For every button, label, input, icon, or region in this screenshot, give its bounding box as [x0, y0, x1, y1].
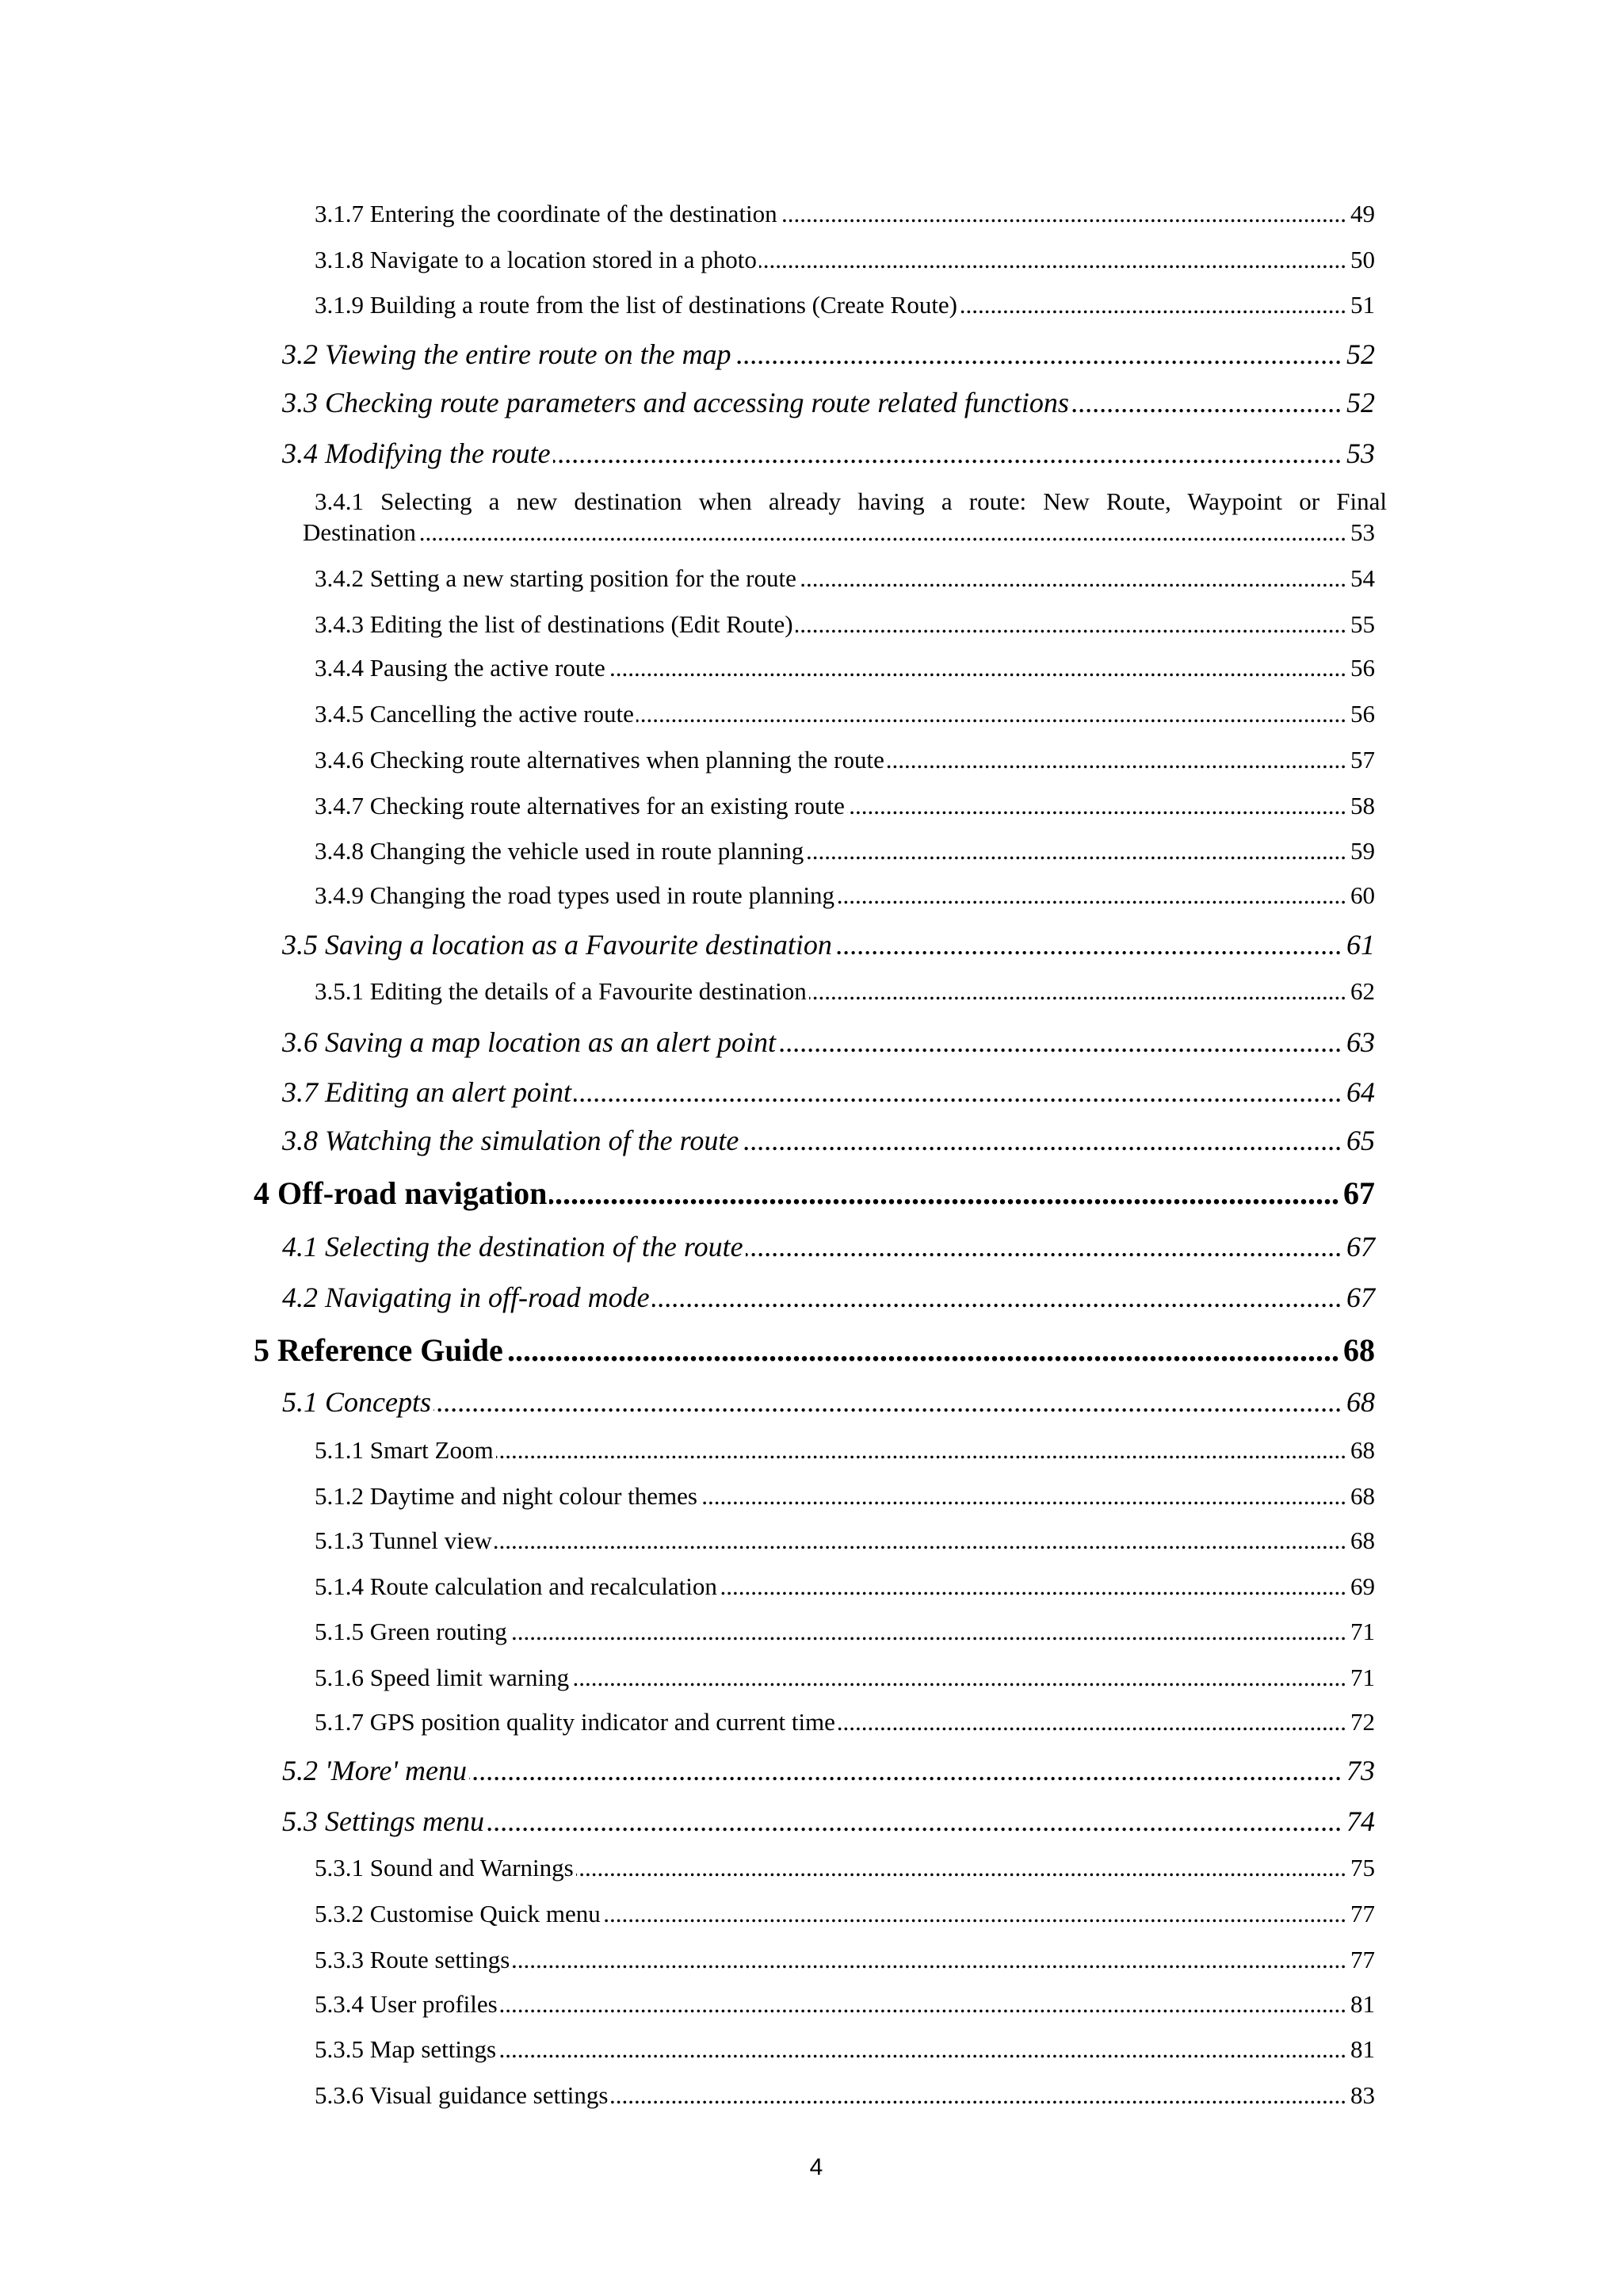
- toc-entry-title: 3.6 Saving a map location as an alert point: [282, 1026, 776, 1058]
- toc-entry-page: 77: [1350, 1900, 1375, 1927]
- toc-entry-page: 68: [1346, 1386, 1375, 1418]
- toc-entry-line: [282, 1075, 1375, 1110]
- toc-entry-line: [282, 385, 1375, 420]
- toc-entry-title: 3.4.8 Changing the vehicle used in route planning: [315, 837, 804, 865]
- toc-entry-page: 63: [1346, 1026, 1375, 1058]
- toc-entry-title: 3.4.3 Editing the list of destinations (Edit Route): [315, 610, 793, 638]
- toc-entry-line: [282, 1804, 1375, 1839]
- dot-leader: [500, 1988, 1346, 2020]
- toc-entry-page: 62: [1350, 977, 1375, 1005]
- toc-entry-line: [315, 1944, 1375, 1976]
- dot-leader: [759, 244, 1346, 276]
- toc-entry-line: [315, 652, 1375, 684]
- toc-entry-page: 59: [1350, 837, 1375, 865]
- toc-entry-line: [315, 1988, 1375, 2020]
- toc-entry-page: 83: [1350, 2081, 1375, 2109]
- toc-entry-title: 5.1.4 Route calculation and recalculation: [315, 1572, 717, 1600]
- dot-leader: [809, 976, 1346, 1007]
- toc-entry-page: 81: [1350, 1990, 1375, 2018]
- toc-entry-page: 68: [1350, 1482, 1375, 1510]
- toc-entry-line: [282, 337, 1375, 372]
- toc-entry-page: 67: [1346, 1231, 1375, 1263]
- toc-entry-page: 73: [1346, 1755, 1375, 1786]
- toc-entry-page: 49: [1350, 200, 1375, 227]
- toc-entry-title: 3.2 Viewing the entire route on the map: [282, 338, 731, 370]
- toc-entry-line: [315, 1706, 1375, 1738]
- toc-entry-title: 3.4.1 Selecting a new destination when already having a route: New Route, Waypoint or Final: [315, 487, 1387, 515]
- dot-leader: [510, 1616, 1346, 1648]
- dot-leader: [553, 436, 1342, 471]
- dot-leader: [469, 1753, 1342, 1788]
- toc-entry-title: 5.1.2 Daytime and night colour themes: [315, 1482, 697, 1510]
- toc-entry-page: 54: [1350, 564, 1375, 592]
- toc-entry-line: [282, 1280, 1375, 1315]
- page-number: 4: [809, 2154, 823, 2180]
- toc-entry-title: 5.3.5 Map settings: [315, 2035, 497, 2063]
- toc-entry-line: [315, 744, 1375, 776]
- toc-entry-title: 3.1.8 Navigate to a location stored in a photo: [315, 246, 757, 273]
- toc-entry-title: 5 Reference Guide: [254, 1332, 503, 1368]
- dot-leader: [495, 1525, 1346, 1557]
- toc-entry-page: 58: [1350, 792, 1375, 819]
- toc-entry-line: [315, 198, 1375, 230]
- toc-entry-title: 5.1.6 Speed limit warning: [315, 1664, 570, 1691]
- toc-entry-line: [282, 1123, 1375, 1158]
- toc-entry-page: 50: [1350, 246, 1375, 273]
- toc-entry-page: 81: [1350, 2035, 1375, 2063]
- toc-entry-line: [315, 1852, 1375, 1884]
- toc-entry-page: 69: [1350, 1572, 1375, 1600]
- toc-entry-title: 3.4 Modifying the route: [282, 437, 551, 469]
- toc-entry-page: 57: [1350, 746, 1375, 774]
- toc-entry-line: [315, 1571, 1375, 1603]
- toc-entry-title: 4.1 Selecting the destination of the route: [282, 1231, 743, 1263]
- toc-entry-title: 5.3.1 Sound and Warnings: [315, 1854, 574, 1881]
- toc-entry-line: [315, 1662, 1375, 1694]
- toc-entry-title: 5.1.5 Green routing: [315, 1618, 507, 1645]
- dot-leader: [778, 1025, 1342, 1060]
- dot-leader: [496, 1435, 1346, 1466]
- dot-leader: [700, 1480, 1346, 1512]
- toc-entry-title: 3.4.6 Checking route alternatives when planning the route: [315, 746, 884, 774]
- toc-entry-line: [315, 563, 1375, 594]
- dot-leader: [887, 744, 1346, 776]
- toc-entry-line: [315, 244, 1375, 276]
- dot-leader: [506, 1331, 1339, 1370]
- dot-leader: [799, 563, 1346, 594]
- toc-entry-line: [315, 2034, 1375, 2065]
- toc-entry-page: 55: [1350, 610, 1375, 638]
- toc-entry-title: Destination: [303, 518, 416, 546]
- dot-leader: [636, 698, 1346, 730]
- dot-leader: [960, 289, 1346, 321]
- toc-entry-page: 67: [1343, 1175, 1375, 1211]
- toc-entry-title: 5.1.1 Smart Zoom: [315, 1436, 494, 1464]
- dot-leader: [574, 1075, 1342, 1110]
- toc-entry-line: [282, 1753, 1375, 1788]
- dot-leader: [652, 1280, 1342, 1315]
- toc-entry-title: 3.4.9 Changing the road types used in route planning: [315, 881, 835, 909]
- toc-entry-line: [303, 517, 1375, 548]
- toc-entry-page: 53: [1350, 518, 1375, 546]
- toc-entry-title: 3.8 Watching the simulation of the route: [282, 1125, 739, 1156]
- toc-entry-page: 77: [1350, 1946, 1375, 1973]
- toc-entry-line: [315, 1480, 1375, 1512]
- dot-leader: [571, 1662, 1346, 1694]
- toc-entry-page: 51: [1350, 291, 1375, 319]
- toc-entry-page: 67: [1346, 1282, 1375, 1313]
- toc-entry-line: [315, 289, 1375, 321]
- toc-entry-line: [315, 790, 1375, 822]
- dot-leader: [498, 2034, 1346, 2065]
- toc-entry-line: [254, 1331, 1375, 1370]
- toc-entry-line: [254, 1175, 1375, 1213]
- dot-leader: [576, 1852, 1346, 1884]
- dot-leader: [847, 790, 1346, 822]
- toc-entry-title: 5.3 Settings menu: [282, 1805, 484, 1837]
- toc-entry-line: [282, 927, 1375, 962]
- dot-leader: [838, 1706, 1346, 1738]
- toc-entry-title: 3.4.2 Setting a new starting position for the route: [315, 564, 796, 592]
- toc-entry-line: [315, 2080, 1375, 2111]
- dot-leader: [780, 198, 1346, 230]
- toc-entry-page: 52: [1346, 387, 1375, 418]
- toc-entry-page: 61: [1346, 929, 1375, 961]
- toc-entry-page: 68: [1350, 1436, 1375, 1464]
- toc-entry-line: [315, 835, 1375, 867]
- toc-entry-line: [315, 609, 1375, 640]
- dot-leader: [608, 652, 1346, 684]
- toc-entry-page: 56: [1350, 700, 1375, 728]
- toc-entry-title: 5.1 Concepts: [282, 1386, 431, 1418]
- toc-entry-page: 60: [1350, 881, 1375, 909]
- toc-entry-title: 3.1.9 Building a route from the list of destinations (Create Route): [315, 291, 958, 319]
- dot-leader: [746, 1229, 1342, 1264]
- toc-entry-title: 3.3 Checking route parameters and accessing route related functions: [282, 387, 1069, 418]
- toc-entry-page: 74: [1346, 1805, 1375, 1837]
- toc-entry-page: 56: [1350, 654, 1375, 682]
- toc-entry-line: [315, 1435, 1375, 1466]
- dot-leader: [1071, 385, 1342, 420]
- toc-entry-page: 68: [1350, 1526, 1375, 1554]
- toc-entry-line: [315, 880, 1375, 911]
- toc-entry-title: 3.5 Saving a location as a Favourite destination: [282, 929, 832, 961]
- dot-leader: [433, 1385, 1342, 1419]
- dot-leader: [834, 927, 1342, 962]
- dot-leader: [603, 1898, 1346, 1930]
- toc-entry-line: [315, 976, 1375, 1007]
- toc-entry-line: [282, 1229, 1375, 1264]
- toc-entry-line: [315, 698, 1375, 730]
- toc-entry-page: 72: [1350, 1708, 1375, 1736]
- toc-entry-title: 4.2 Navigating in off-road mode: [282, 1282, 650, 1313]
- dot-leader: [720, 1571, 1346, 1603]
- toc-entry-line: [282, 1025, 1375, 1060]
- toc-entry-title: 3.4.7 Checking route alternatives for an existing route: [315, 792, 845, 819]
- toc-entry-page: 64: [1346, 1076, 1375, 1108]
- dot-leader: [837, 880, 1346, 911]
- toc-entry-title: 5.2 'More' menu: [282, 1755, 468, 1786]
- dot-leader: [610, 2080, 1346, 2111]
- toc-entry-line: [282, 436, 1375, 471]
- toc-entry-page: 75: [1350, 1854, 1375, 1881]
- toc-entry-title: 3.4.5 Cancelling the active route: [315, 700, 634, 728]
- toc-entry-page: 65: [1346, 1125, 1375, 1156]
- toc-entry-line: [315, 1525, 1375, 1557]
- toc-entry-line: [315, 1898, 1375, 1930]
- toc-entry-title: 5.3.6 Visual guidance settings: [315, 2081, 609, 2109]
- toc-entry-page: 53: [1346, 437, 1375, 469]
- toc-entry-line: [315, 1616, 1375, 1648]
- toc-entry-page: 71: [1350, 1664, 1375, 1691]
- dot-leader: [512, 1944, 1346, 1976]
- dot-leader: [549, 1175, 1339, 1213]
- toc-entry-page: 52: [1346, 338, 1375, 370]
- toc-entry-title: 4 Off-road navigation: [254, 1175, 548, 1211]
- dot-leader: [806, 835, 1346, 867]
- dot-leader: [741, 1123, 1342, 1158]
- toc-entry-title: 5.1.7 GPS position quality indicator and current time: [315, 1708, 835, 1736]
- toc-entry-title: 5.3.2 Customise Quick menu: [315, 1900, 601, 1927]
- toc-entry-title: 5.3.3 Route settings: [315, 1946, 510, 1973]
- dot-leader: [734, 337, 1342, 372]
- toc-entry-page: 71: [1350, 1618, 1375, 1645]
- toc-entry-title: 3.1.7 Entering the coordinate of the destination: [315, 200, 777, 227]
- toc-entry-title: 3.7 Editing an alert point: [282, 1076, 571, 1108]
- toc-entry-line: [282, 1385, 1375, 1419]
- dot-leader: [796, 609, 1346, 640]
- toc-entry-title: 5.1.3 Tunnel view: [315, 1526, 492, 1554]
- toc-entry-title: 3.5.1 Editing the details of a Favourite destination: [315, 977, 807, 1005]
- toc-entry-page: 68: [1343, 1332, 1375, 1368]
- toc-entry-title: 5.3.4 User profiles: [315, 1990, 498, 2018]
- dot-leader: [487, 1804, 1342, 1839]
- toc-entry-title: 3.4.4 Pausing the active route: [315, 654, 605, 682]
- dot-leader: [418, 517, 1346, 548]
